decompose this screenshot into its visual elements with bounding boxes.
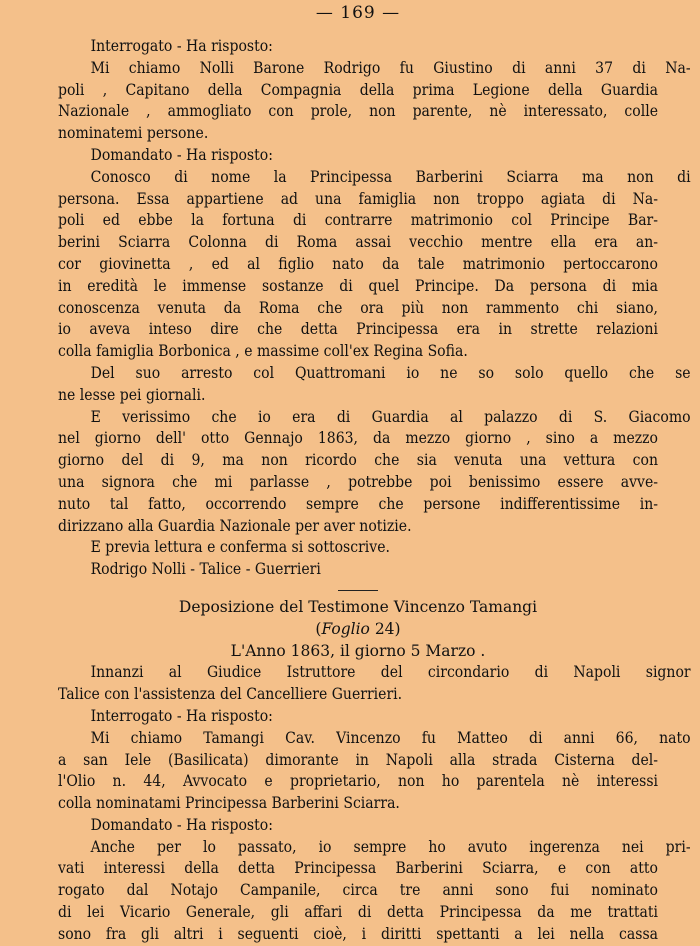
deposition-date: L'Anno 1863, il giorno 5 Marzo . bbox=[230, 641, 486, 660]
text-line: nominatemi persone. bbox=[58, 124, 209, 143]
text-line: nel giorno dell' otto Gennajo 1863, da mezzo giorno , sino a mezzo bbox=[58, 429, 659, 448]
text-line: Innanzi al Giudice Istruttore del circondario di Napoli signor bbox=[90, 663, 691, 682]
text-line: una signora che mi parlasse , potrebbe poi benissimo essere avve- bbox=[58, 472, 659, 491]
deposition-nolli bbox=[58, 36, 691, 581]
folio-label: Foglio bbox=[321, 619, 370, 638]
text-line: berini Sciarra Colonna di Roma assai vecchio mentre ella era an- bbox=[58, 233, 659, 252]
text-line: dirizzano alla Guardia Nazionale per aver notizie. bbox=[58, 516, 412, 535]
text-line: a san Iele (Basilicata) dimorante in Napoli alla strada Cisterna del- bbox=[58, 750, 659, 769]
folio-reference bbox=[58, 619, 658, 641]
text-line: Domandato - Ha risposto: bbox=[90, 145, 273, 164]
text-line: nuto tal fatto, occorrendo sempre che persone indifferentissime in- bbox=[58, 494, 659, 513]
text-line: giorno del di 9, ma non ricordo che sia venuta una vettura con bbox=[58, 451, 659, 470]
text-line: Anche per lo passato, io sempre ho avuto ingerenza nei pri- bbox=[90, 837, 691, 856]
text-line: vati interessi della detta Principessa Barberini Sciarra, e con atto bbox=[58, 859, 659, 878]
text-line: Rodrigo Nolli - Talice - Guerrieri bbox=[90, 560, 321, 579]
deposition-heading bbox=[58, 597, 658, 662]
text-line: io aveva inteso dire che detta Principessa era in strette relazioni bbox=[58, 320, 659, 339]
text-line: persona. Essa appartiene ad una famiglia non troppo agiata di Na- bbox=[58, 189, 659, 208]
text-line: Nazionale , ammogliato con prole, non parente, nè interessato, colle bbox=[58, 102, 659, 121]
text-line: Domandato - Ha risposto: bbox=[90, 815, 273, 834]
heading-title: Deposizione del Testimone Vincenzo Tamangi bbox=[178, 597, 538, 616]
text-line: E previa lettura e conferma si sottoscrive. bbox=[90, 538, 390, 557]
text-line: Interrogato - Ha risposto: bbox=[90, 37, 273, 55]
text-line: Interrogato - Ha risposto: bbox=[90, 706, 273, 725]
text-line: E verissimo che io era di Guardia al palazzo di S. Giacomo bbox=[90, 407, 691, 426]
text-line: l'Olio n. 44, Avvocato e proprietario, non ho parentela nè interessi bbox=[58, 772, 659, 791]
text-line: Mi chiamo Tamangi Cav. Vincenzo fu Matteo di anni 66, nato bbox=[90, 728, 691, 747]
text-line: Conosco di nome la Principessa Barberini Sciarra ma non di bbox=[90, 167, 691, 186]
folio-open: ( bbox=[315, 619, 322, 638]
text-line: conoscenza venuta da Roma che ora più non rammento chi siano, bbox=[58, 298, 659, 317]
text-line: Mi chiamo Nolli Barone Rodrigo fu Giustino di anni 37 di Na- bbox=[90, 58, 691, 77]
text-line: in eredità le immense sostanze di quel Principe. Da persona di mia bbox=[58, 276, 659, 295]
text-line: di lei Vicario Generale, gli affari di detta Principessa da me trattati bbox=[58, 903, 659, 922]
text-line: poli , Capitano della Compagnia della prima Legione della Guardia bbox=[58, 80, 659, 99]
folio-number: 24) bbox=[369, 619, 401, 638]
text-line: Talice con l'assistenza del Cancelliere Guerrieri. bbox=[58, 685, 403, 704]
text-line: poli ed ebbe la fortuna di contrarre matrimonio col Principe Bar- bbox=[58, 211, 659, 230]
text-line: sono fra gli altri i seguenti cioè, i diritti spettanti a lei nella cassa bbox=[58, 924, 659, 943]
text-line: cor giovinetta , ed al figlio nato da tale matrimonio pertoccarono bbox=[58, 254, 659, 273]
section-divider bbox=[338, 590, 378, 591]
text-line: Del suo arresto col Quattromani io ne so solo quello che se bbox=[90, 363, 691, 382]
text-line: ne lesse pei giornali. bbox=[58, 385, 206, 404]
deposition-tamangi bbox=[58, 662, 691, 945]
text-line: rogato dal Notajo Campanile, circa tre anni sono fui nominato bbox=[58, 881, 659, 900]
text-line: colla famiglia Borbonica , e massime coll'ex Regina Sofia. bbox=[58, 342, 468, 361]
page-number: — 169 — bbox=[315, 3, 401, 23]
text-line: colla nominatami Principessa Barberini Sciarra. bbox=[58, 794, 400, 813]
